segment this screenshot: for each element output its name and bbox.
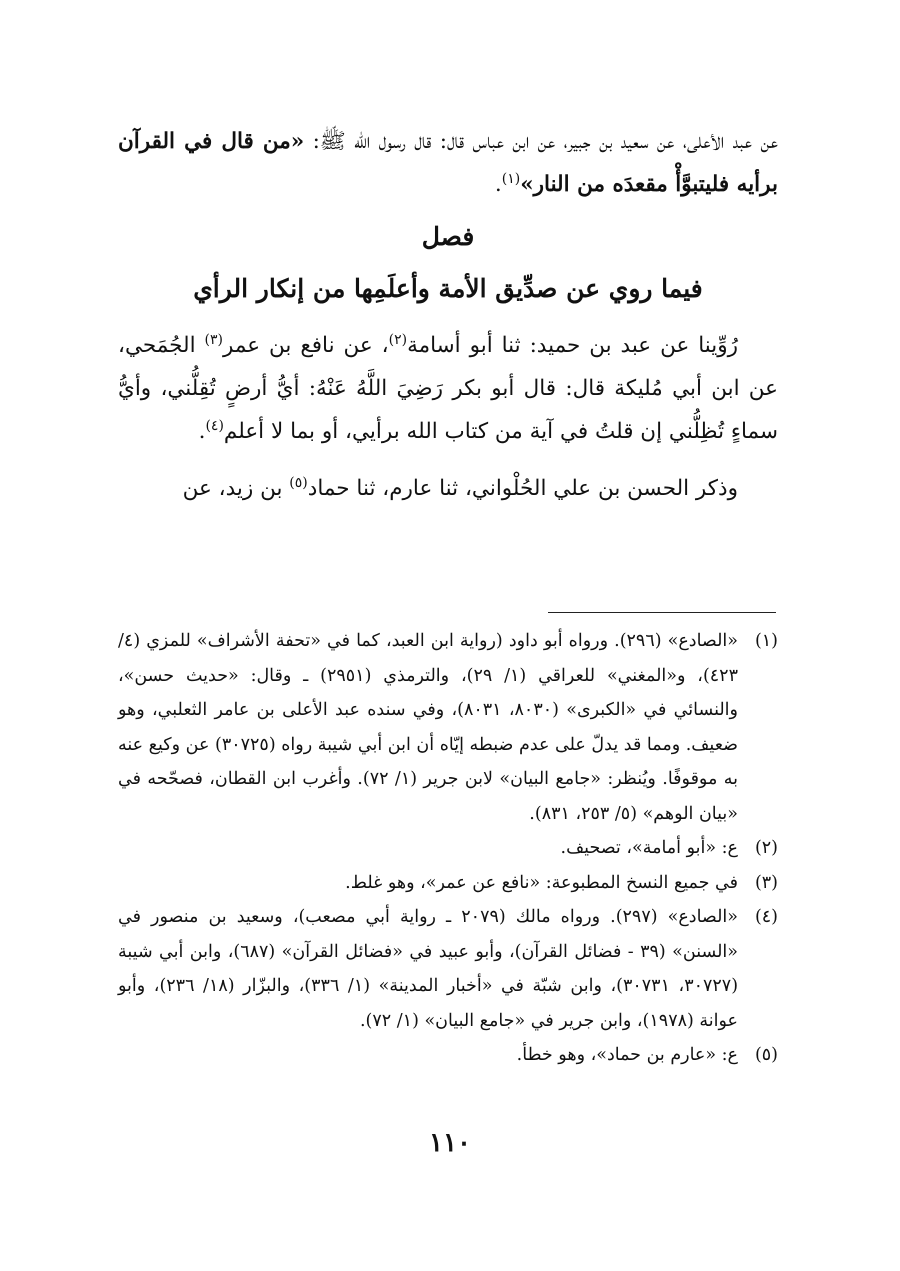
footnote-number: (٢) [754,838,778,858]
footnote-text: «الصادع» (٢٩٧). ورواه مالك (٢٠٧٩ ـ رواية أبي مصعب)، وسعيد بن منصور في «السنن» (٣٩ - فضائل القرآن)، وأبو عبيد في «فضائل القرآن» (٦٨٧)، وابن أبي شيبة (٣٠٧٢٧، ٣٠٧٣١)، وابن شبّة في «أخبار المدينة» (١/ ٣٣٦)، والبزّار (١٨/ ٢٣٦)، وأبو عوانة (١٩٧٨)، وابن جرير في «جامع البيان» (١/ ٧٢). [118,907,739,1031]
footnote-2 [118,831,778,866]
section-title: فصل [421,222,475,251]
footnote-text: «الصادع» (٢٩٦). ورواه أبو داود (رواية ابن العبد، كما في «تحفة الأشراف» للمزي (٤/ ٤٢٣)، و«المغني» للعراقي (١/ ٢٩)، والترمذي (٢٩٥١) ـ وقال: «حديث حسن»، والنسائي في «الكبرى» (٨٠٣٠، ٨٠٣١)، وفي سنده عبد الأعلى بن عامر الثعلبي، وهو ضعيف. ومما قد يدلّ على عدم ضبطه إيّاه أن ابن أبي شيبة رواه (٣٠٧٢٥) عن وكيع عنه به موقوفًا. ويُنظر: «جامع البيان» لابن جرير (١/ ٧٢). وأغرب ابن القطان، فصحّحه في «بيان الوهم» (٥/ ٢٥٣، ٨٣١). [118,631,738,824]
footnote-number: (٥) [754,1045,778,1065]
para1-part-a: رُوِّينا عن عبد بن حميد: ثنا أبو أسامة [407,333,738,358]
footnotes [118,624,778,1073]
para2-part-b: بن زيد، عن [182,476,290,501]
para2-part-a: وذكر الحسن بن علي الحُلْواني، ثنا عارم، ثنا حماد [307,476,738,501]
footnote-separator [548,612,776,613]
main-text [118,120,778,510]
opening-paragraph: عن عبد الأعلى، عن سعيد بن جبير، عن ابن عباس قال: قال رسول الله ﷺ: «من قال في القرآن برأيه فليتبوَّأْ مقعدَه من النار»$^{(١)}$. [118,129,778,197]
footnote-5 [118,1038,778,1073]
footnote-text: في جميع النسخ المطبوعة: «نافع عن عمر»، وهو غلط. [345,872,738,893]
para1-part-b: ، عن نافع بن عمر [222,333,389,358]
footnote-ref-3[interactable]: (٣) [204,331,223,348]
footnote-number: (٤) [754,907,778,927]
footnote-text: ع: «عارم بن حماد»، وهو خطأ. [516,1045,738,1065]
footnote-number: (٣) [754,872,778,893]
paragraph-abu-bakr [118,324,778,453]
section-subtitle: فيما روي عن صدِّيق الأمة وأعلَمِها من إنكار الرأي [193,274,703,303]
footnote-ref-2[interactable]: (٢) [388,331,408,348]
para1-end: . [198,419,206,444]
footnote-1 [118,624,778,831]
footnote-3 [118,866,778,901]
para1-part-c: الجُمَحي، عن ابن أبي مُليكة قال: قال أبو بكر رَضِيَ اللَّهُ عَنْهُ: أيُّ أرضٍ تُقِلُّني، وأيُّ سماءٍ تُظِلُّني إن قلتُ في آية من كتاب الله برأيي، أو بما لا أعلم [118,333,778,444]
hadith-quote: «من قال في القرآن برأيه فليتبوَّأْ مقعدَه من النار» [118,129,778,197]
isnad-line: عن عبد الأعلى، عن سعيد بن جبير، عن ابن عباس قال: قال رسول الله ﷺ: [312,129,778,154]
footnote-text: ع: «أبو أمامة»، تصحيف. [560,838,738,858]
footnote-4 [118,900,778,1038]
footnote-ref-4[interactable]: (٤) [205,417,224,434]
paragraph-hulwani [118,467,778,510]
page-number: ١١٠ [429,1128,471,1158]
footnote-ref-1[interactable]: (١) [501,170,521,187]
footnote-number: (١) [754,631,778,651]
footnote-ref-5[interactable]: (٥) [289,474,308,491]
